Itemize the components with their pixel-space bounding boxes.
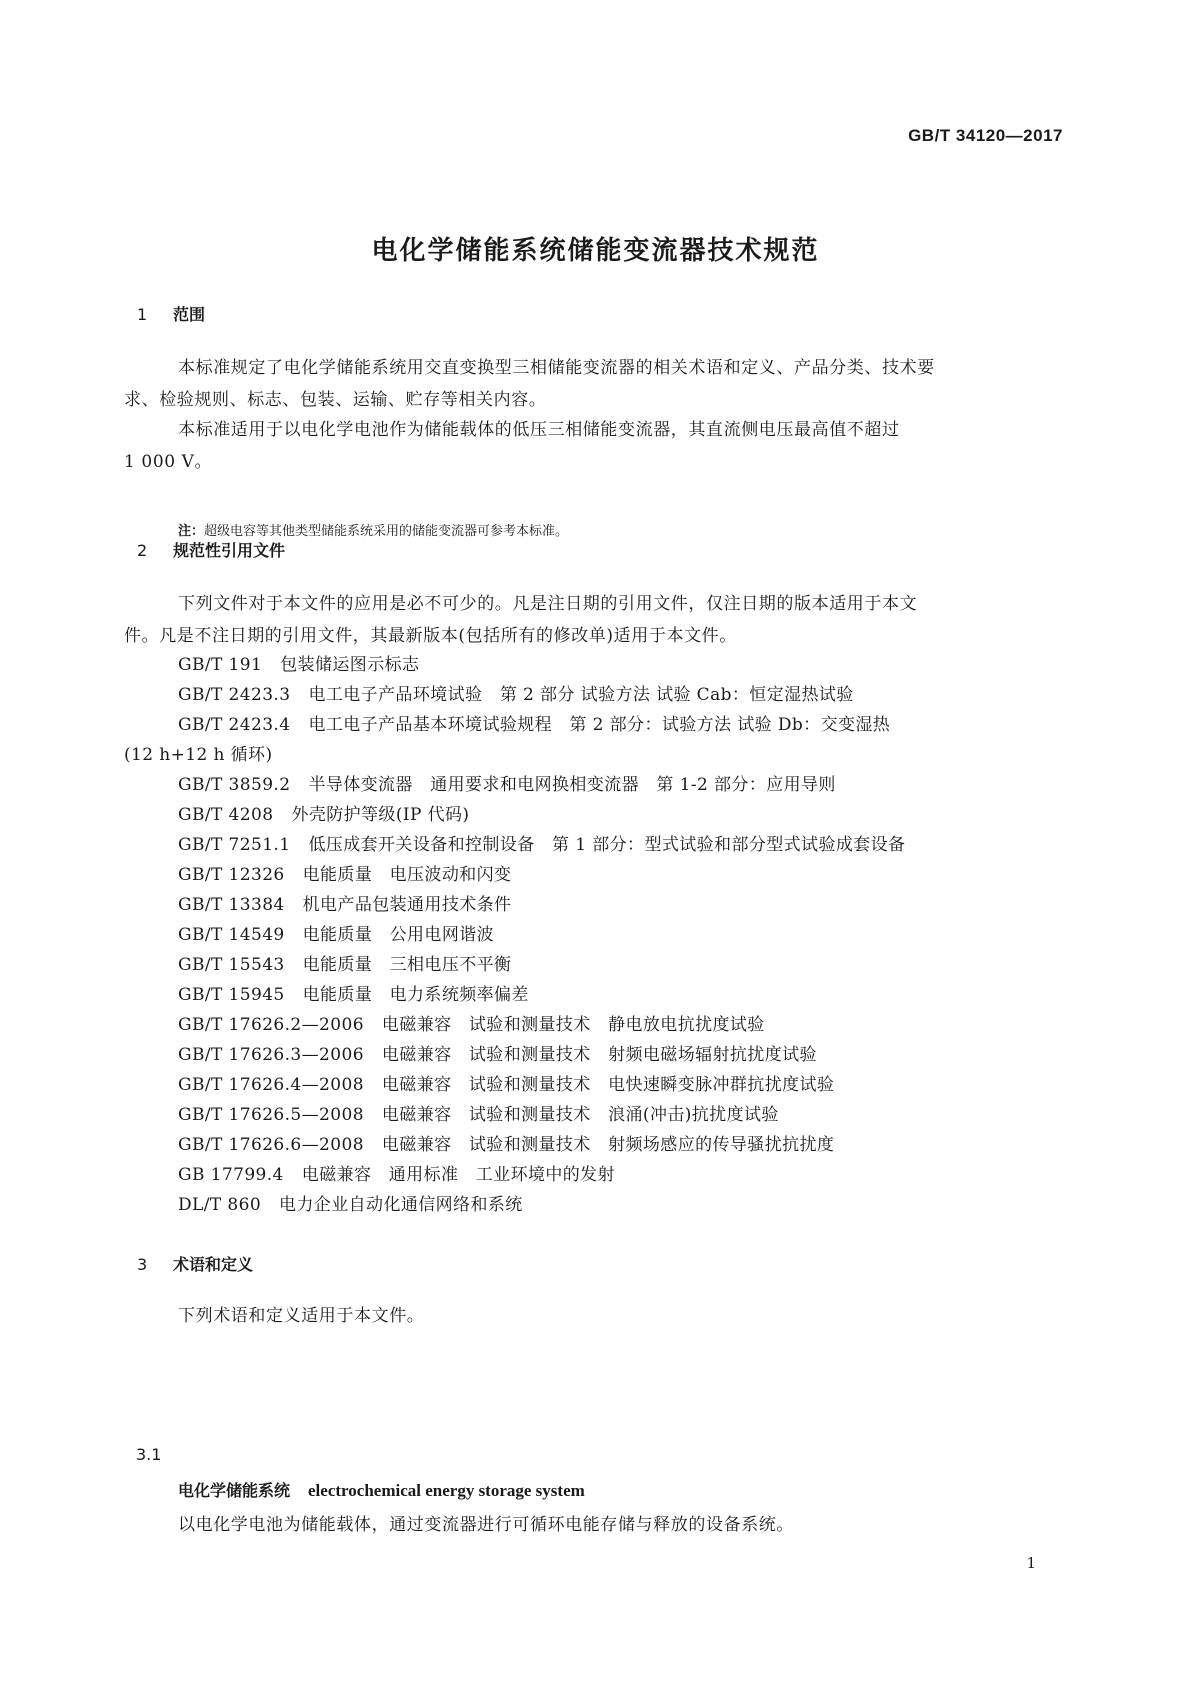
reference-code: GB/T 12326 — [178, 865, 285, 885]
reference-title: 电磁兼容 试验和测量技术 射频电磁场辐射抗扰度试验 — [381, 1045, 817, 1065]
reference-code: (12 h+12 h 循环) — [124, 745, 273, 765]
reference-item — [178, 980, 529, 1005]
reference-item — [178, 920, 494, 945]
reference-item — [178, 860, 511, 885]
term-title — [178, 1478, 585, 1501]
reference-title: 电工电子产品环境试验 第 2 部分 试验方法 试验 Cab：恒定湿热试验 — [308, 685, 854, 705]
reference-code: GB/T 2423.3 — [178, 685, 291, 705]
reference-item — [124, 740, 272, 765]
reference-title: 机电产品包装通用技术条件 — [302, 895, 512, 915]
section-title: 范围 — [173, 305, 206, 324]
terms-intro — [124, 1300, 1062, 1332]
text-line: 本标准规定了电化学储能系统用交直变换型三相储能变流器的相关术语和定义、产品分类、技术要 — [178, 358, 935, 378]
reference-item — [178, 1070, 834, 1095]
text-line: 求、检验规则、标志、包装、运输、贮存等相关内容。 — [124, 390, 547, 410]
reference-item — [178, 800, 469, 825]
reference-item — [178, 680, 854, 705]
section-2-heading — [137, 538, 285, 561]
reference-item — [178, 890, 511, 915]
reference-item — [178, 1190, 523, 1215]
reference-code: GB/T 17626.6—2008 — [178, 1135, 364, 1155]
text-line: 本标准适用于以电化学电池作为储能载体的低压三相储能变流器，其直流侧电压最高值不超过 — [178, 420, 900, 440]
reference-title: 电磁兼容 试验和测量技术 电快速瞬变脉冲群抗扰度试验 — [381, 1075, 835, 1095]
reference-code: GB/T 17626.4—2008 — [178, 1075, 364, 1095]
reference-code: GB/T 3859.2 — [178, 775, 291, 795]
reference-title: 包装储运图示标志 — [280, 655, 420, 675]
reference-title: 电磁兼容 试验和测量技术 射频场感应的传导骚扰抗扰度 — [381, 1135, 835, 1155]
reference-item — [178, 1130, 834, 1155]
section-title: 术语和定义 — [173, 1255, 254, 1274]
section-number: 1 — [137, 305, 148, 324]
term-definition: 以电化学电池为储能载体，通过变流器进行可循环电能存储与释放的设备系统。 — [178, 1515, 794, 1535]
term-english: electrochemical energy storage system — [308, 1481, 585, 1500]
references-intro — [124, 588, 1062, 652]
reference-title: 电工电子产品基本环境试验规程 第 2 部分：试验方法 试验 Db：交变湿热 — [308, 715, 891, 735]
section-1-heading — [137, 302, 205, 325]
reference-title: 电磁兼容 试验和测量技术 浪涌(冲击)抗扰度试验 — [381, 1105, 779, 1125]
text-line: 下列文件对于本文件的应用是必不可少的。凡是注日期的引用文件，仅注日期的版本适用于本文 — [178, 594, 918, 614]
text-line: 下列术语和定义适用于本文件。 — [178, 1306, 425, 1326]
reference-title: 电能质量 电力系统频率偏差 — [302, 985, 529, 1005]
section-3-heading — [137, 1252, 253, 1275]
reference-item — [178, 710, 890, 735]
reference-code: GB/T 17626.2—2006 — [178, 1015, 364, 1035]
reference-title: 外壳防护等级(IP 代码) — [291, 805, 470, 825]
reference-code: GB/T 2423.4 — [178, 715, 291, 735]
term-chinese: 电化学储能系统 — [178, 1481, 291, 1500]
reference-item — [178, 770, 836, 795]
reference-title: 低压成套开关设备和控制设备 第 1 部分：型式试验和部分型式试验成套设备 — [308, 835, 906, 855]
scope-paragraph-1 — [124, 352, 1062, 416]
section-number: 2 — [137, 541, 148, 560]
reference-code: GB/T 14549 — [178, 925, 285, 945]
reference-item — [178, 950, 511, 975]
reference-code: DL/T 860 — [178, 1195, 262, 1215]
reference-item — [178, 650, 419, 675]
document-title: 电化学储能系统储能变流器技术规范 — [371, 236, 820, 266]
reference-code: GB/T 191 — [178, 655, 263, 675]
reference-title: 电磁兼容 试验和测量技术 静电放电抗扰度试验 — [381, 1015, 765, 1035]
reference-title: 电力企业自动化通信网络和系统 — [279, 1195, 523, 1215]
reference-code: GB/T 15543 — [178, 955, 285, 975]
note-label: 注： — [178, 524, 205, 539]
reference-item — [178, 1100, 779, 1125]
term-number: 3.1 — [136, 1445, 162, 1464]
reference-code: GB/T 13384 — [178, 895, 285, 915]
reference-title: 电能质量 三相电压不平衡 — [302, 955, 512, 975]
section-title: 规范性引用文件 — [173, 541, 286, 560]
reference-item — [178, 1040, 817, 1065]
reference-code: GB/T 4208 — [178, 805, 274, 825]
section-number: 3 — [137, 1255, 148, 1274]
reference-code: GB/T 17626.5—2008 — [178, 1105, 364, 1125]
reference-item — [178, 830, 905, 855]
reference-item — [178, 1010, 765, 1035]
standard-code: GB/T 34120—2017 — [908, 126, 1063, 145]
scope-paragraph-2 — [124, 414, 1062, 478]
text-line: 件。凡是不注日期的引用文件，其最新版本(包括所有的修改单)适用于本文件。 — [124, 626, 737, 646]
reference-title: 电磁兼容 通用标准 工业环境中的发射 — [301, 1165, 615, 1185]
reference-title: 半导体变流器 通用要求和电网换相变流器 第 1-2 部分：应用导则 — [308, 775, 836, 795]
note-text: 超级电容等其他类型储能系统采用的储能变流器可参考本标准。 — [204, 524, 569, 539]
reference-code: GB/T 15945 — [178, 985, 285, 1005]
reference-title: 电能质量 公用电网谐波 — [302, 925, 495, 945]
text-line: 1 000 V。 — [124, 452, 213, 472]
reference-item — [178, 1160, 615, 1185]
reference-code: GB 17799.4 — [178, 1165, 284, 1185]
reference-code: GB/T 17626.3—2006 — [178, 1045, 364, 1065]
reference-code: GB/T 7251.1 — [178, 835, 291, 855]
reference-title: 电能质量 电压波动和闪变 — [302, 865, 512, 885]
note — [178, 520, 568, 539]
page-number: 1 — [1026, 1554, 1036, 1572]
